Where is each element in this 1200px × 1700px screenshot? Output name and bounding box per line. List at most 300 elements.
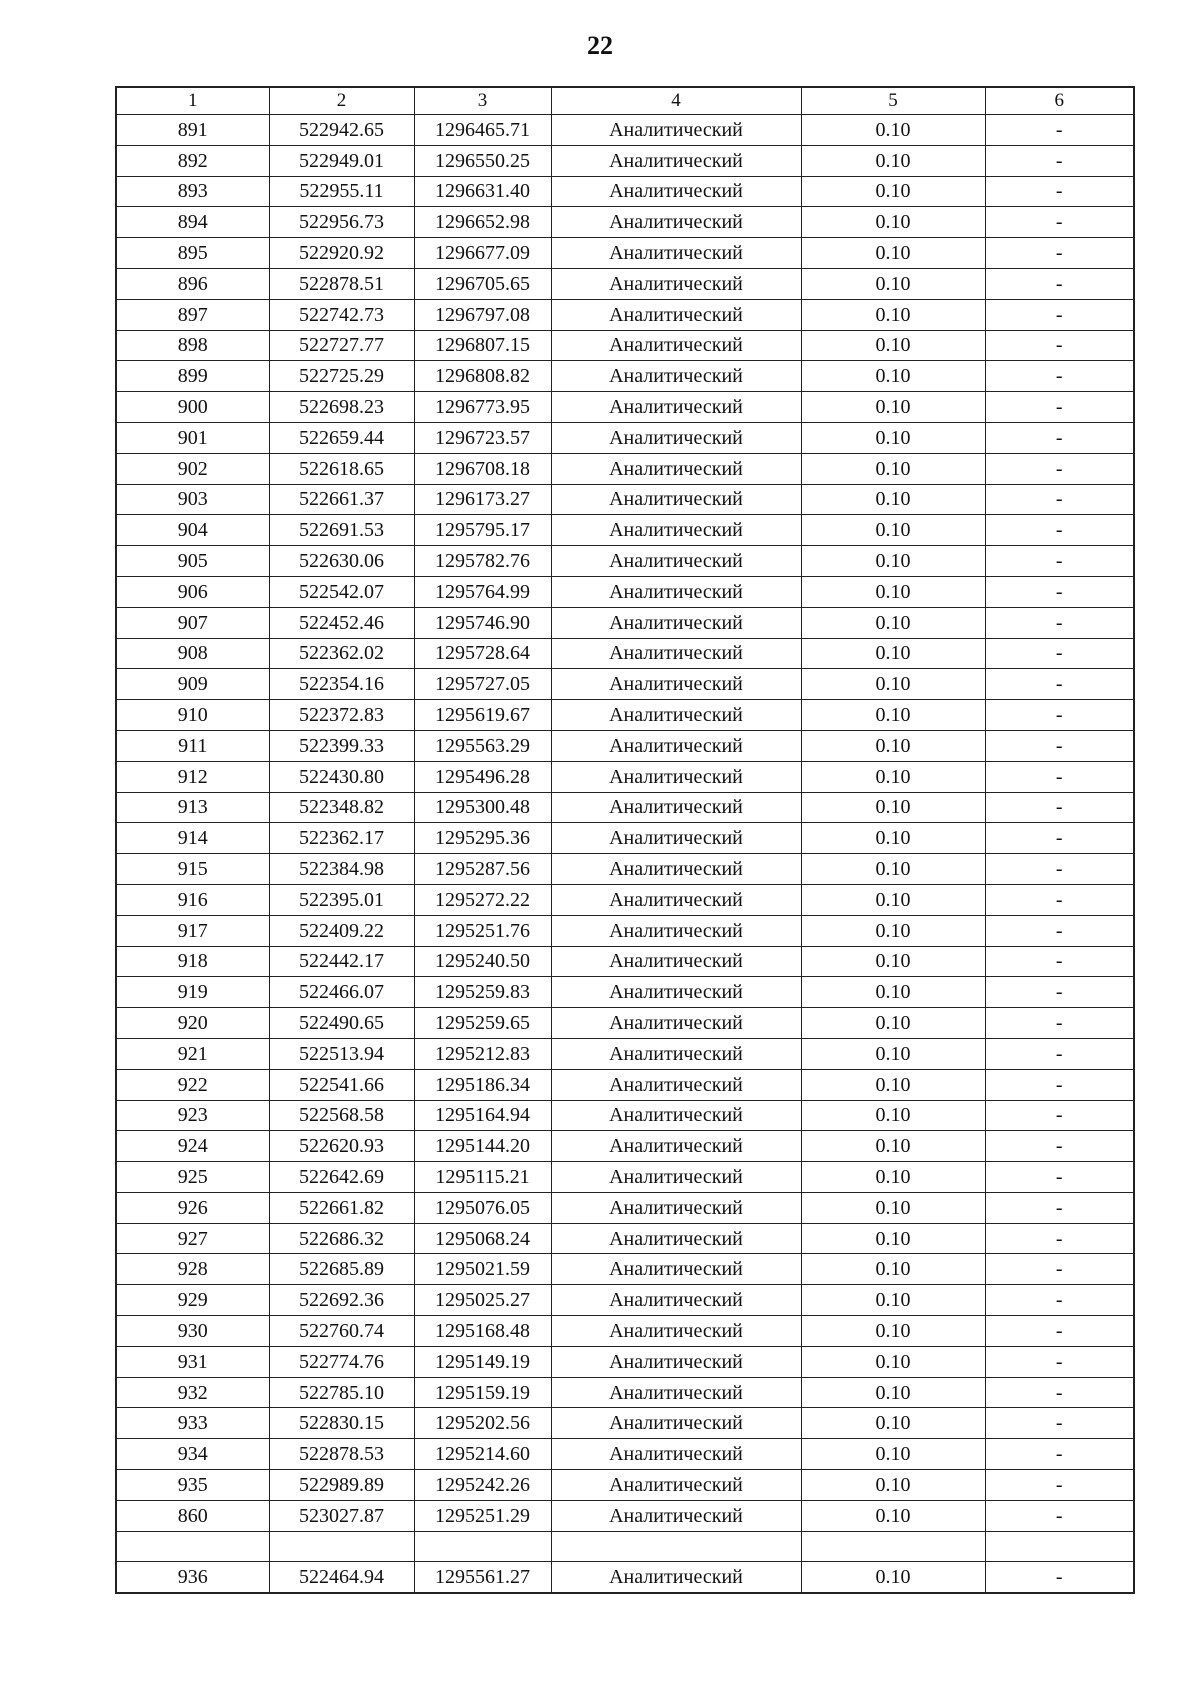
point-number-cell: 935 bbox=[116, 1470, 269, 1501]
precision-cell: 0.10 bbox=[801, 1285, 985, 1316]
page-number: 22 bbox=[587, 31, 613, 60]
x-coordinate-cell: 522568.58 bbox=[269, 1100, 414, 1131]
x-coordinate-cell: 522620.93 bbox=[269, 1131, 414, 1162]
x-coordinate-cell: 522362.02 bbox=[269, 638, 414, 669]
table-row bbox=[116, 1131, 1134, 1162]
x-coordinate-cell: 522630.06 bbox=[269, 546, 414, 577]
y-coordinate-cell: 1295202.56 bbox=[414, 1408, 551, 1439]
note-cell: - bbox=[985, 1439, 1134, 1470]
method-cell: Аналитический bbox=[551, 761, 801, 792]
x-coordinate-cell: 522618.65 bbox=[269, 453, 414, 484]
point-number-cell: 931 bbox=[116, 1346, 269, 1377]
note-cell: - bbox=[985, 1254, 1134, 1285]
point-number-cell: 916 bbox=[116, 884, 269, 915]
table-row bbox=[116, 946, 1134, 977]
precision-cell: 0.10 bbox=[801, 669, 985, 700]
table-row bbox=[116, 915, 1134, 946]
precision-cell: 0.10 bbox=[801, 422, 985, 453]
x-coordinate-cell: 522727.77 bbox=[269, 330, 414, 361]
y-coordinate-cell: 1295746.90 bbox=[414, 607, 551, 638]
method-cell: Аналитический bbox=[551, 1470, 801, 1501]
x-coordinate-cell: 522395.01 bbox=[269, 884, 414, 915]
precision-cell: 0.10 bbox=[801, 1316, 985, 1347]
y-coordinate-cell: 1295563.29 bbox=[414, 730, 551, 761]
point-number-cell: 900 bbox=[116, 392, 269, 423]
table-row bbox=[116, 1531, 1134, 1562]
table-row bbox=[116, 884, 1134, 915]
precision-cell: 0.10 bbox=[801, 484, 985, 515]
point-number-cell: 928 bbox=[116, 1254, 269, 1285]
method-cell: Аналитический bbox=[551, 700, 801, 731]
y-coordinate-cell: 1295186.34 bbox=[414, 1069, 551, 1100]
x-coordinate-cell: 522942.65 bbox=[269, 115, 414, 146]
method-cell: Аналитический bbox=[551, 730, 801, 761]
precision-cell: 0.10 bbox=[801, 115, 985, 146]
y-coordinate-cell: 1296652.98 bbox=[414, 207, 551, 238]
note-cell: - bbox=[985, 1223, 1134, 1254]
y-coordinate-cell: 1295728.64 bbox=[414, 638, 551, 669]
column-header: 5 bbox=[801, 87, 985, 115]
precision-cell: 0.10 bbox=[801, 884, 985, 915]
table-row bbox=[116, 700, 1134, 731]
point-number-cell: 927 bbox=[116, 1223, 269, 1254]
precision-cell: 0.10 bbox=[801, 1470, 985, 1501]
point-number-cell: 894 bbox=[116, 207, 269, 238]
column-header: 4 bbox=[551, 87, 801, 115]
y-coordinate-cell bbox=[414, 1531, 551, 1562]
x-coordinate-cell: 522541.66 bbox=[269, 1069, 414, 1100]
precision-cell: 0.10 bbox=[801, 1562, 985, 1593]
method-cell: Аналитический bbox=[551, 1100, 801, 1131]
y-coordinate-cell: 1296631.40 bbox=[414, 176, 551, 207]
note-cell: - bbox=[985, 422, 1134, 453]
y-coordinate-cell: 1295214.60 bbox=[414, 1439, 551, 1470]
note-cell: - bbox=[985, 977, 1134, 1008]
y-coordinate-cell: 1295025.27 bbox=[414, 1285, 551, 1316]
x-coordinate-cell: 522989.89 bbox=[269, 1470, 414, 1501]
y-coordinate-cell: 1295164.94 bbox=[414, 1100, 551, 1131]
point-number-cell: 921 bbox=[116, 1038, 269, 1069]
note-cell: - bbox=[985, 515, 1134, 546]
x-coordinate-cell: 522464.94 bbox=[269, 1562, 414, 1593]
note-cell: - bbox=[985, 392, 1134, 423]
x-coordinate-cell: 522878.53 bbox=[269, 1439, 414, 1470]
precision-cell: 0.10 bbox=[801, 207, 985, 238]
method-cell: Аналитический bbox=[551, 1439, 801, 1470]
x-coordinate-cell bbox=[269, 1531, 414, 1562]
table-row bbox=[116, 669, 1134, 700]
y-coordinate-cell: 1295212.83 bbox=[414, 1038, 551, 1069]
table-row bbox=[116, 238, 1134, 269]
point-number-cell: 934 bbox=[116, 1439, 269, 1470]
note-cell: - bbox=[985, 453, 1134, 484]
method-cell: Аналитический bbox=[551, 207, 801, 238]
point-number-cell: 936 bbox=[116, 1562, 269, 1593]
method-cell: Аналитический bbox=[551, 1192, 801, 1223]
note-cell: - bbox=[985, 176, 1134, 207]
point-number-cell: 915 bbox=[116, 854, 269, 885]
precision-cell: 0.10 bbox=[801, 1100, 985, 1131]
point-number-cell: 913 bbox=[116, 792, 269, 823]
point-number-cell: 897 bbox=[116, 299, 269, 330]
precision-cell: 0.10 bbox=[801, 299, 985, 330]
column-header: 1 bbox=[116, 87, 269, 115]
precision-cell: 0.10 bbox=[801, 1038, 985, 1069]
table-row bbox=[116, 546, 1134, 577]
table-row bbox=[116, 268, 1134, 299]
method-cell: Аналитический bbox=[551, 330, 801, 361]
x-coordinate-cell: 522920.92 bbox=[269, 238, 414, 269]
note-cell: - bbox=[985, 700, 1134, 731]
x-coordinate-cell: 522399.33 bbox=[269, 730, 414, 761]
x-coordinate-cell: 522542.07 bbox=[269, 576, 414, 607]
note-cell: - bbox=[985, 546, 1134, 577]
y-coordinate-cell: 1295251.29 bbox=[414, 1500, 551, 1531]
note-cell: - bbox=[985, 669, 1134, 700]
point-number-cell: 904 bbox=[116, 515, 269, 546]
table-body bbox=[116, 115, 1134, 1594]
precision-cell: 0.10 bbox=[801, 546, 985, 577]
precision-cell: 0.10 bbox=[801, 1377, 985, 1408]
method-cell: Аналитический bbox=[551, 915, 801, 946]
precision-cell: 0.10 bbox=[801, 1008, 985, 1039]
note-cell: - bbox=[985, 1408, 1134, 1439]
method-cell: Аналитический bbox=[551, 392, 801, 423]
y-coordinate-cell: 1295115.21 bbox=[414, 1162, 551, 1193]
note-cell: - bbox=[985, 946, 1134, 977]
method-cell: Аналитический bbox=[551, 792, 801, 823]
note-cell: - bbox=[985, 268, 1134, 299]
point-number-cell: 860 bbox=[116, 1500, 269, 1531]
table-row bbox=[116, 1254, 1134, 1285]
table-row bbox=[116, 1500, 1134, 1531]
precision-cell: 0.10 bbox=[801, 977, 985, 1008]
method-cell: Аналитический bbox=[551, 1346, 801, 1377]
table-row bbox=[116, 1038, 1134, 1069]
x-coordinate-cell: 522949.01 bbox=[269, 145, 414, 176]
y-coordinate-cell: 1295144.20 bbox=[414, 1131, 551, 1162]
note-cell: - bbox=[985, 207, 1134, 238]
point-number-cell: 932 bbox=[116, 1377, 269, 1408]
point-number-cell: 923 bbox=[116, 1100, 269, 1131]
precision-cell: 0.10 bbox=[801, 854, 985, 885]
note-cell: - bbox=[985, 330, 1134, 361]
y-coordinate-cell: 1296807.15 bbox=[414, 330, 551, 361]
note-cell: - bbox=[985, 1346, 1134, 1377]
note-cell: - bbox=[985, 884, 1134, 915]
point-number-cell: 893 bbox=[116, 176, 269, 207]
precision-cell bbox=[801, 1531, 985, 1562]
note-cell: - bbox=[985, 1500, 1134, 1531]
x-coordinate-cell: 522348.82 bbox=[269, 792, 414, 823]
method-cell: Аналитический bbox=[551, 145, 801, 176]
note-cell: - bbox=[985, 607, 1134, 638]
note-cell: - bbox=[985, 145, 1134, 176]
y-coordinate-cell: 1295295.36 bbox=[414, 823, 551, 854]
point-number-cell: 905 bbox=[116, 546, 269, 577]
note-cell: - bbox=[985, 1131, 1134, 1162]
table-row bbox=[116, 792, 1134, 823]
table-row bbox=[116, 761, 1134, 792]
point-number-cell: 911 bbox=[116, 730, 269, 761]
y-coordinate-cell: 1295068.24 bbox=[414, 1223, 551, 1254]
method-cell bbox=[551, 1531, 801, 1562]
table-row bbox=[116, 207, 1134, 238]
precision-cell: 0.10 bbox=[801, 915, 985, 946]
note-cell: - bbox=[985, 638, 1134, 669]
y-coordinate-cell: 1296808.82 bbox=[414, 361, 551, 392]
y-coordinate-cell: 1295287.56 bbox=[414, 854, 551, 885]
method-cell: Аналитический bbox=[551, 1008, 801, 1039]
table-row bbox=[116, 607, 1134, 638]
table-row bbox=[116, 115, 1134, 146]
method-cell: Аналитический bbox=[551, 515, 801, 546]
precision-cell: 0.10 bbox=[801, 268, 985, 299]
x-coordinate-cell: 522742.73 bbox=[269, 299, 414, 330]
y-coordinate-cell: 1295496.28 bbox=[414, 761, 551, 792]
method-cell: Аналитический bbox=[551, 115, 801, 146]
table-row bbox=[116, 730, 1134, 761]
header-row bbox=[116, 87, 1134, 115]
x-coordinate-cell: 522760.74 bbox=[269, 1316, 414, 1347]
table-row bbox=[116, 1192, 1134, 1223]
table-row bbox=[116, 1316, 1134, 1347]
y-coordinate-cell: 1295159.19 bbox=[414, 1377, 551, 1408]
table-row bbox=[116, 854, 1134, 885]
point-number-cell: 926 bbox=[116, 1192, 269, 1223]
x-coordinate-cell: 522466.07 bbox=[269, 977, 414, 1008]
column-header: 6 bbox=[985, 87, 1134, 115]
y-coordinate-cell: 1296705.65 bbox=[414, 268, 551, 299]
point-number-cell: 892 bbox=[116, 145, 269, 176]
precision-cell: 0.10 bbox=[801, 1223, 985, 1254]
x-coordinate-cell: 522661.82 bbox=[269, 1192, 414, 1223]
y-coordinate-cell: 1295076.05 bbox=[414, 1192, 551, 1223]
precision-cell: 0.10 bbox=[801, 330, 985, 361]
table-row bbox=[116, 1346, 1134, 1377]
y-coordinate-cell: 1295561.27 bbox=[414, 1562, 551, 1593]
method-cell: Аналитический bbox=[551, 1285, 801, 1316]
x-coordinate-cell: 522362.17 bbox=[269, 823, 414, 854]
note-cell: - bbox=[985, 1162, 1134, 1193]
precision-cell: 0.10 bbox=[801, 761, 985, 792]
table-row bbox=[116, 176, 1134, 207]
point-number-cell: 903 bbox=[116, 484, 269, 515]
precision-cell: 0.10 bbox=[801, 1439, 985, 1470]
method-cell: Аналитический bbox=[551, 422, 801, 453]
table-row bbox=[116, 1377, 1134, 1408]
point-number-cell: 901 bbox=[116, 422, 269, 453]
x-coordinate-cell: 522955.11 bbox=[269, 176, 414, 207]
note-cell: - bbox=[985, 792, 1134, 823]
note-cell: - bbox=[985, 823, 1134, 854]
note-cell: - bbox=[985, 915, 1134, 946]
table-row bbox=[116, 1223, 1134, 1254]
method-cell: Аналитический bbox=[551, 669, 801, 700]
y-coordinate-cell: 1295795.17 bbox=[414, 515, 551, 546]
x-coordinate-cell: 522372.83 bbox=[269, 700, 414, 731]
point-number-cell: 902 bbox=[116, 453, 269, 484]
y-coordinate-cell: 1295168.48 bbox=[414, 1316, 551, 1347]
precision-cell: 0.10 bbox=[801, 1346, 985, 1377]
method-cell: Аналитический bbox=[551, 576, 801, 607]
method-cell: Аналитический bbox=[551, 977, 801, 1008]
method-cell: Аналитический bbox=[551, 823, 801, 854]
point-number-cell: 917 bbox=[116, 915, 269, 946]
table-row bbox=[116, 422, 1134, 453]
note-cell: - bbox=[985, 854, 1134, 885]
y-coordinate-cell: 1295251.76 bbox=[414, 915, 551, 946]
table-row bbox=[116, 299, 1134, 330]
coordinates-table bbox=[115, 86, 1135, 1594]
precision-cell: 0.10 bbox=[801, 607, 985, 638]
y-coordinate-cell: 1295149.19 bbox=[414, 1346, 551, 1377]
note-cell: - bbox=[985, 1377, 1134, 1408]
note-cell: - bbox=[985, 1038, 1134, 1069]
precision-cell: 0.10 bbox=[801, 700, 985, 731]
method-cell: Аналитический bbox=[551, 1069, 801, 1100]
method-cell: Аналитический bbox=[551, 176, 801, 207]
y-coordinate-cell: 1295240.50 bbox=[414, 946, 551, 977]
x-coordinate-cell: 522698.23 bbox=[269, 392, 414, 423]
table-row bbox=[116, 977, 1134, 1008]
note-cell bbox=[985, 1531, 1134, 1562]
x-coordinate-cell: 522725.29 bbox=[269, 361, 414, 392]
point-number-cell: 899 bbox=[116, 361, 269, 392]
precision-cell: 0.10 bbox=[801, 1069, 985, 1100]
x-coordinate-cell: 522430.80 bbox=[269, 761, 414, 792]
table-row bbox=[116, 1562, 1134, 1593]
y-coordinate-cell: 1296677.09 bbox=[414, 238, 551, 269]
x-coordinate-cell: 522490.65 bbox=[269, 1008, 414, 1039]
y-coordinate-cell: 1296465.71 bbox=[414, 115, 551, 146]
method-cell: Аналитический bbox=[551, 607, 801, 638]
precision-cell: 0.10 bbox=[801, 145, 985, 176]
table-row bbox=[116, 1439, 1134, 1470]
x-coordinate-cell: 522452.46 bbox=[269, 607, 414, 638]
precision-cell: 0.10 bbox=[801, 453, 985, 484]
note-cell: - bbox=[985, 1562, 1134, 1593]
table-row bbox=[116, 1100, 1134, 1131]
precision-cell: 0.10 bbox=[801, 176, 985, 207]
table-row bbox=[116, 392, 1134, 423]
y-coordinate-cell: 1295727.05 bbox=[414, 669, 551, 700]
method-cell: Аналитический bbox=[551, 1316, 801, 1347]
point-number-cell: 920 bbox=[116, 1008, 269, 1039]
x-coordinate-cell: 522685.89 bbox=[269, 1254, 414, 1285]
point-number-cell: 909 bbox=[116, 669, 269, 700]
table-header bbox=[116, 87, 1134, 115]
x-coordinate-cell: 522659.44 bbox=[269, 422, 414, 453]
table-row bbox=[116, 576, 1134, 607]
method-cell: Аналитический bbox=[551, 1162, 801, 1193]
method-cell: Аналитический bbox=[551, 1038, 801, 1069]
precision-cell: 0.10 bbox=[801, 392, 985, 423]
y-coordinate-cell: 1296723.57 bbox=[414, 422, 551, 453]
table-row bbox=[116, 145, 1134, 176]
precision-cell: 0.10 bbox=[801, 1131, 985, 1162]
method-cell: Аналитический bbox=[551, 1254, 801, 1285]
note-cell: - bbox=[985, 1316, 1134, 1347]
coordinates-table-container bbox=[115, 86, 1133, 1594]
y-coordinate-cell: 1296708.18 bbox=[414, 453, 551, 484]
method-cell: Аналитический bbox=[551, 854, 801, 885]
table-row bbox=[116, 330, 1134, 361]
x-coordinate-cell: 522642.69 bbox=[269, 1162, 414, 1193]
method-cell: Аналитический bbox=[551, 1131, 801, 1162]
y-coordinate-cell: 1295259.83 bbox=[414, 977, 551, 1008]
point-number-cell: 891 bbox=[116, 115, 269, 146]
note-cell: - bbox=[985, 1069, 1134, 1100]
x-coordinate-cell: 522354.16 bbox=[269, 669, 414, 700]
method-cell: Аналитический bbox=[551, 1408, 801, 1439]
method-cell: Аналитический bbox=[551, 546, 801, 577]
point-number-cell: 910 bbox=[116, 700, 269, 731]
x-coordinate-cell: 522774.76 bbox=[269, 1346, 414, 1377]
method-cell: Аналитический bbox=[551, 638, 801, 669]
note-cell: - bbox=[985, 1285, 1134, 1316]
note-cell: - bbox=[985, 484, 1134, 515]
method-cell: Аналитический bbox=[551, 1562, 801, 1593]
note-cell: - bbox=[985, 1100, 1134, 1131]
method-cell: Аналитический bbox=[551, 484, 801, 515]
point-number-cell: 912 bbox=[116, 761, 269, 792]
precision-cell: 0.10 bbox=[801, 1408, 985, 1439]
point-number-cell: 918 bbox=[116, 946, 269, 977]
x-coordinate-cell: 522691.53 bbox=[269, 515, 414, 546]
table-row bbox=[116, 361, 1134, 392]
y-coordinate-cell: 1295764.99 bbox=[414, 576, 551, 607]
note-cell: - bbox=[985, 1008, 1134, 1039]
x-coordinate-cell: 522692.36 bbox=[269, 1285, 414, 1316]
point-number-cell: 906 bbox=[116, 576, 269, 607]
note-cell: - bbox=[985, 761, 1134, 792]
method-cell: Аналитический bbox=[551, 299, 801, 330]
y-coordinate-cell: 1296173.27 bbox=[414, 484, 551, 515]
precision-cell: 0.10 bbox=[801, 946, 985, 977]
table-row bbox=[116, 823, 1134, 854]
note-cell: - bbox=[985, 115, 1134, 146]
method-cell: Аналитический bbox=[551, 361, 801, 392]
x-coordinate-cell: 522956.73 bbox=[269, 207, 414, 238]
y-coordinate-cell: 1295021.59 bbox=[414, 1254, 551, 1285]
note-cell: - bbox=[985, 238, 1134, 269]
x-coordinate-cell: 522384.98 bbox=[269, 854, 414, 885]
table-row bbox=[116, 484, 1134, 515]
y-coordinate-cell: 1295619.67 bbox=[414, 700, 551, 731]
precision-cell: 0.10 bbox=[801, 792, 985, 823]
precision-cell: 0.10 bbox=[801, 1192, 985, 1223]
table-row bbox=[116, 1470, 1134, 1501]
note-cell: - bbox=[985, 576, 1134, 607]
x-coordinate-cell: 522830.15 bbox=[269, 1408, 414, 1439]
point-number-cell: 924 bbox=[116, 1131, 269, 1162]
x-coordinate-cell: 522409.22 bbox=[269, 915, 414, 946]
y-coordinate-cell: 1295242.26 bbox=[414, 1470, 551, 1501]
table-row bbox=[116, 1285, 1134, 1316]
method-cell: Аналитический bbox=[551, 268, 801, 299]
y-coordinate-cell: 1295272.22 bbox=[414, 884, 551, 915]
x-coordinate-cell: 522442.17 bbox=[269, 946, 414, 977]
table-row bbox=[116, 1408, 1134, 1439]
point-number-cell: 896 bbox=[116, 268, 269, 299]
note-cell: - bbox=[985, 1470, 1134, 1501]
method-cell: Аналитический bbox=[551, 946, 801, 977]
point-number-cell: 908 bbox=[116, 638, 269, 669]
note-cell: - bbox=[985, 299, 1134, 330]
method-cell: Аналитический bbox=[551, 453, 801, 484]
method-cell: Аналитический bbox=[551, 238, 801, 269]
